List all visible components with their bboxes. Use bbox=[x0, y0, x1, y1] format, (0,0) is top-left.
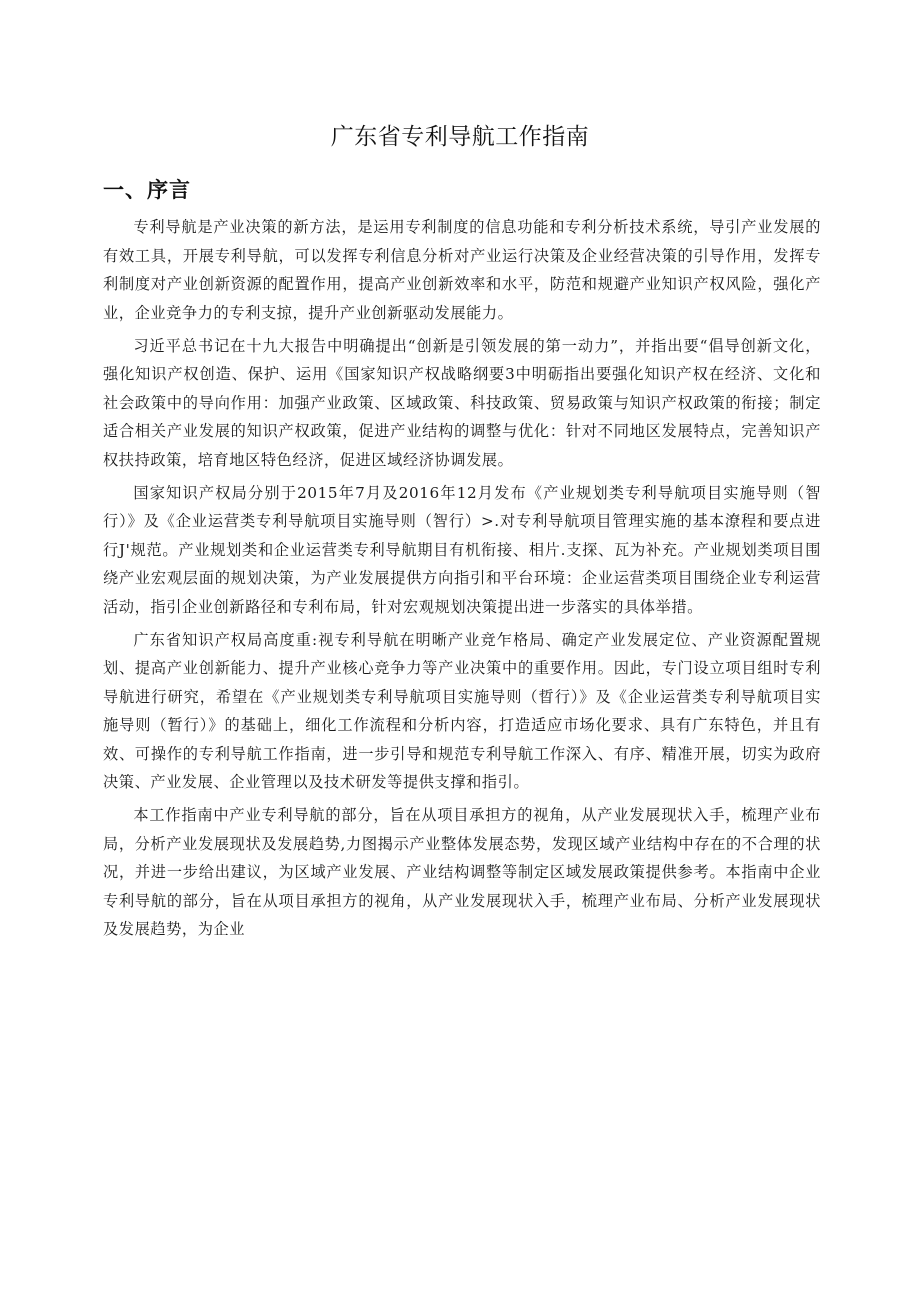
paragraph-3: 国家知识产权局分别于2015年7月及2016年12月发布《产业规划类专利导航项目实施导则（智行）》及《企业运营类专利导航项目实施导则（智行）>.对专利导航项目管理实施的基本潦程和要点进行J'规范。产业规划类和企业运营类专利导航期目有机衔接、相片.支探、瓦为补充。产业规划类项目围绕产业宏观层面的规划决策，为产业发展提供方向指引和平台环境：企业运营类项目围绕企业专利运营活动，指引企业创新路径和专利布局，针对宏观规划决策提出进一步落实的具体举措。 bbox=[103, 483, 821, 616]
paragraph-2: 习近平总书记在十九大报告中明确提出“创新是引领发展的第一动力”，并指出要“倡导创新文化，强化知识产权创造、保护、运用《国家知识产权战略纲要3中明砺指出要强化知识产权在经济、文化和社会政策中的导向作用：加强产业政策、区域政策、科技政策、贸易政策与知识产权政策的衔接；制定适合相关产业发展的知识产权政策，促进产业结构的调整与优化：针对不同地区发展特点，完善知识产权扶持政策，培育地区特色经济，促进区域经济协调发展。 bbox=[103, 336, 821, 469]
paragraph-1: 专利导航是产业决策的新方法，是运用专利制度的信息功能和专利分析技术系统，导引产业发展的有效工具，开展专利导航，可以发挥专利信息分析对产业运行决策及企业经营决策的引导作用，发挥专利制度对产业创新资源的配置作用，提高产业创新效率和水平，防范和规避产业知识产权风险，强化产业，企业竞争力的专利支掠，提升产业创新驱动发展能力。 bbox=[103, 218, 821, 322]
paragraph-4: 广东省知识产权局高度重:视专利导航在明晰产业竞乍格局、确定产业发展定位、产业资源配置规划、提高产业创新能力、提升产业核心竞争力等产业决策中的重要作用。因此，专门设立项目组时专利导航进行研究，希望在《产业规划类专利导航项目实施导则（晢行）》及《企业运营类专利导航项目实施导则（暂行）》的基础上，细化工作流程和分析内容，打造适应市场化要求、具有广东特色，并且有效、可操作的专利导航工作指南，进一步引导和规范专利导航工作深入、有序、精准开展，切实为政府决策、产业发展、企业管理以及技术研发等提供支撑和指引。 bbox=[103, 630, 821, 791]
document-body bbox=[103, 213, 821, 948]
document-title: 广东省专利导航工作指南 bbox=[330, 124, 590, 150]
section-heading: 一、序言 bbox=[103, 178, 191, 202]
paragraph-5: 本工作指南中产业专利导航的部分，旨在从项目承担方的视角，从产业发展现状入手，梳理产业布局，分析产业发展现状及发展趋势,力图揭示产业整体发展态势，发现区域产业结构中存在的不合理的状况，并进一步给出建议，为区域产业发展、产业结构调整等制定区域发展政策提供参考。本指南中企业专利导航的部分，旨在从项目承担方的视角，从产业发展现状入手，梳理产业布局、分析产业发展现状及发展趋势，为企业 bbox=[103, 806, 821, 938]
